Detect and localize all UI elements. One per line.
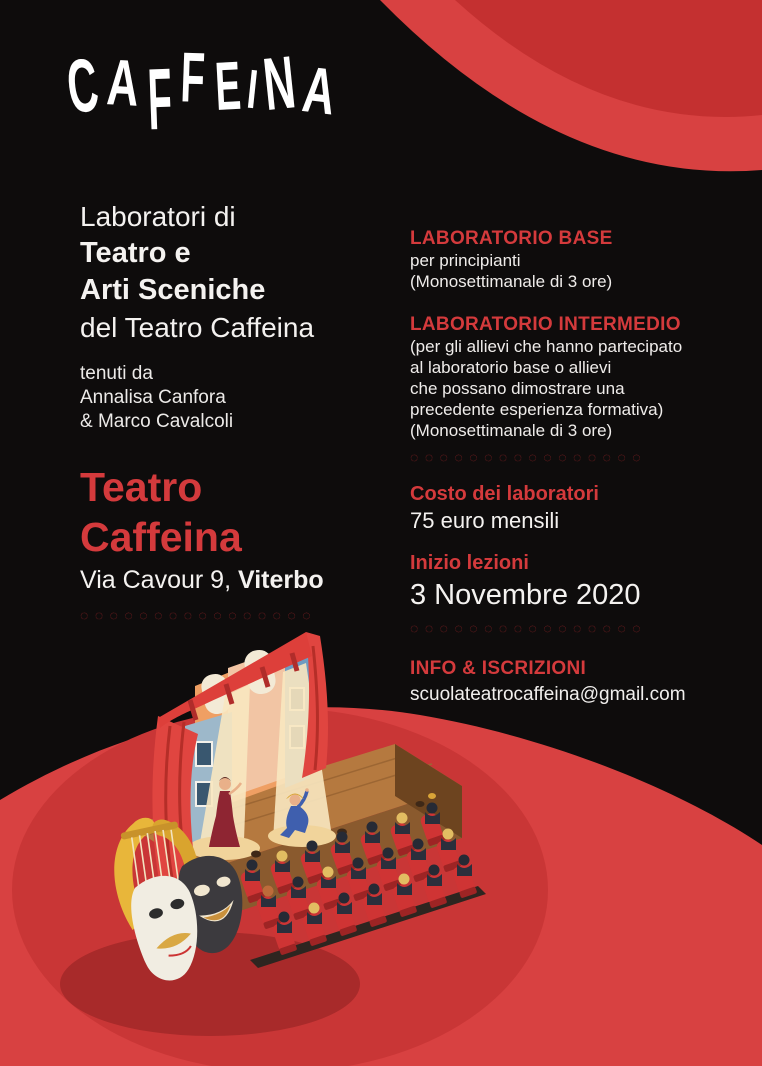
poster-title-line: Laboratori di <box>80 201 236 232</box>
stage-scenery <box>185 642 310 858</box>
left-column <box>80 198 395 623</box>
program-base <box>410 228 740 292</box>
audience-seats <box>239 803 486 969</box>
venue-name: Caffeina <box>80 514 242 560</box>
address-city: Viterbo <box>237 566 324 594</box>
comedy-mask-icon <box>172 850 253 958</box>
floor-shadow <box>60 932 360 1036</box>
logo-letter: C <box>62 42 102 131</box>
logo-letter: F <box>179 37 206 118</box>
program-line: precedente esperienza formativa) <box>410 400 664 419</box>
contact-label: INFO & ISCRIZIONI <box>410 658 587 679</box>
detail-start-date <box>410 552 740 612</box>
program-line: al laboratorio base o allievi <box>410 358 612 377</box>
logo-letter-accent: F <box>145 50 173 149</box>
program-title: LABORATORIO INTERMEDIO <box>410 314 681 335</box>
program-line: per principianti <box>410 251 521 270</box>
red-floor-sweep <box>0 707 762 1066</box>
detail-value: 75 euro mensili <box>410 508 560 533</box>
program-line: (Monosettimanale di 3 ore) <box>410 421 613 440</box>
actress-figure <box>209 777 241 847</box>
venue-name: Teatro <box>80 464 203 510</box>
poster-title-line: del Teatro Caffeina <box>80 312 315 343</box>
detail-label: Costo dei laboratori <box>410 483 599 505</box>
caffeina-logo <box>62 37 339 149</box>
address-street: Via Cavour 9, <box>80 566 238 594</box>
stage-curtain <box>152 632 328 896</box>
logo-letter: A <box>299 52 339 129</box>
program-intermedio <box>410 314 740 441</box>
contact-block <box>410 658 740 706</box>
program-line: (per gli allievi che hanno partecipato <box>410 337 683 356</box>
dashed-circle-divider: ◌◌◌◌◌◌◌◌◌◌◌◌◌◌◌◌ <box>80 607 318 623</box>
stage-platform <box>130 744 462 924</box>
venue-address <box>80 566 395 595</box>
logo-letter: E <box>212 47 242 126</box>
program-line: (Monosettimanale di 3 ore) <box>410 272 613 291</box>
logo-letter: I <box>244 58 260 121</box>
detail-value: 3 Novembre 2020 <box>410 579 641 611</box>
program-title: LABORATORIO BASE <box>410 228 613 249</box>
tutors-block <box>80 362 395 434</box>
tutor-name: & Marco Cavalcoli <box>80 411 234 432</box>
venue-block <box>80 462 395 623</box>
poster-title-line: Teatro e <box>80 237 191 269</box>
tragedy-mask-icon <box>123 869 210 986</box>
detail-label: Inizio lezioni <box>410 552 529 574</box>
contact-email: scuolateatrocaffeina@gmail.com <box>410 684 686 705</box>
dashed-circle-divider: ◌◌◌◌◌◌◌◌◌◌◌◌◌◌◌◌ <box>410 620 648 636</box>
poster-title-line: Arti Sceniche <box>80 274 266 306</box>
stage-props <box>251 793 436 858</box>
logo-letter: N <box>260 40 299 127</box>
lyre-icon <box>107 811 208 942</box>
stage-floor-circle <box>12 708 548 1066</box>
tutors-label: tenuti da <box>80 363 153 384</box>
dashed-circle-divider: ◌◌◌◌◌◌◌◌◌◌◌◌◌◌◌◌ <box>410 449 648 465</box>
tutor-name: Annalisa Canfora <box>80 387 226 408</box>
logo-letter: A <box>104 45 140 121</box>
actor-figure <box>280 788 309 838</box>
detail-cost <box>410 483 740 534</box>
spotlight-beams <box>188 663 336 860</box>
right-column <box>410 228 740 706</box>
program-line: che possano dimostrare una <box>410 379 625 398</box>
